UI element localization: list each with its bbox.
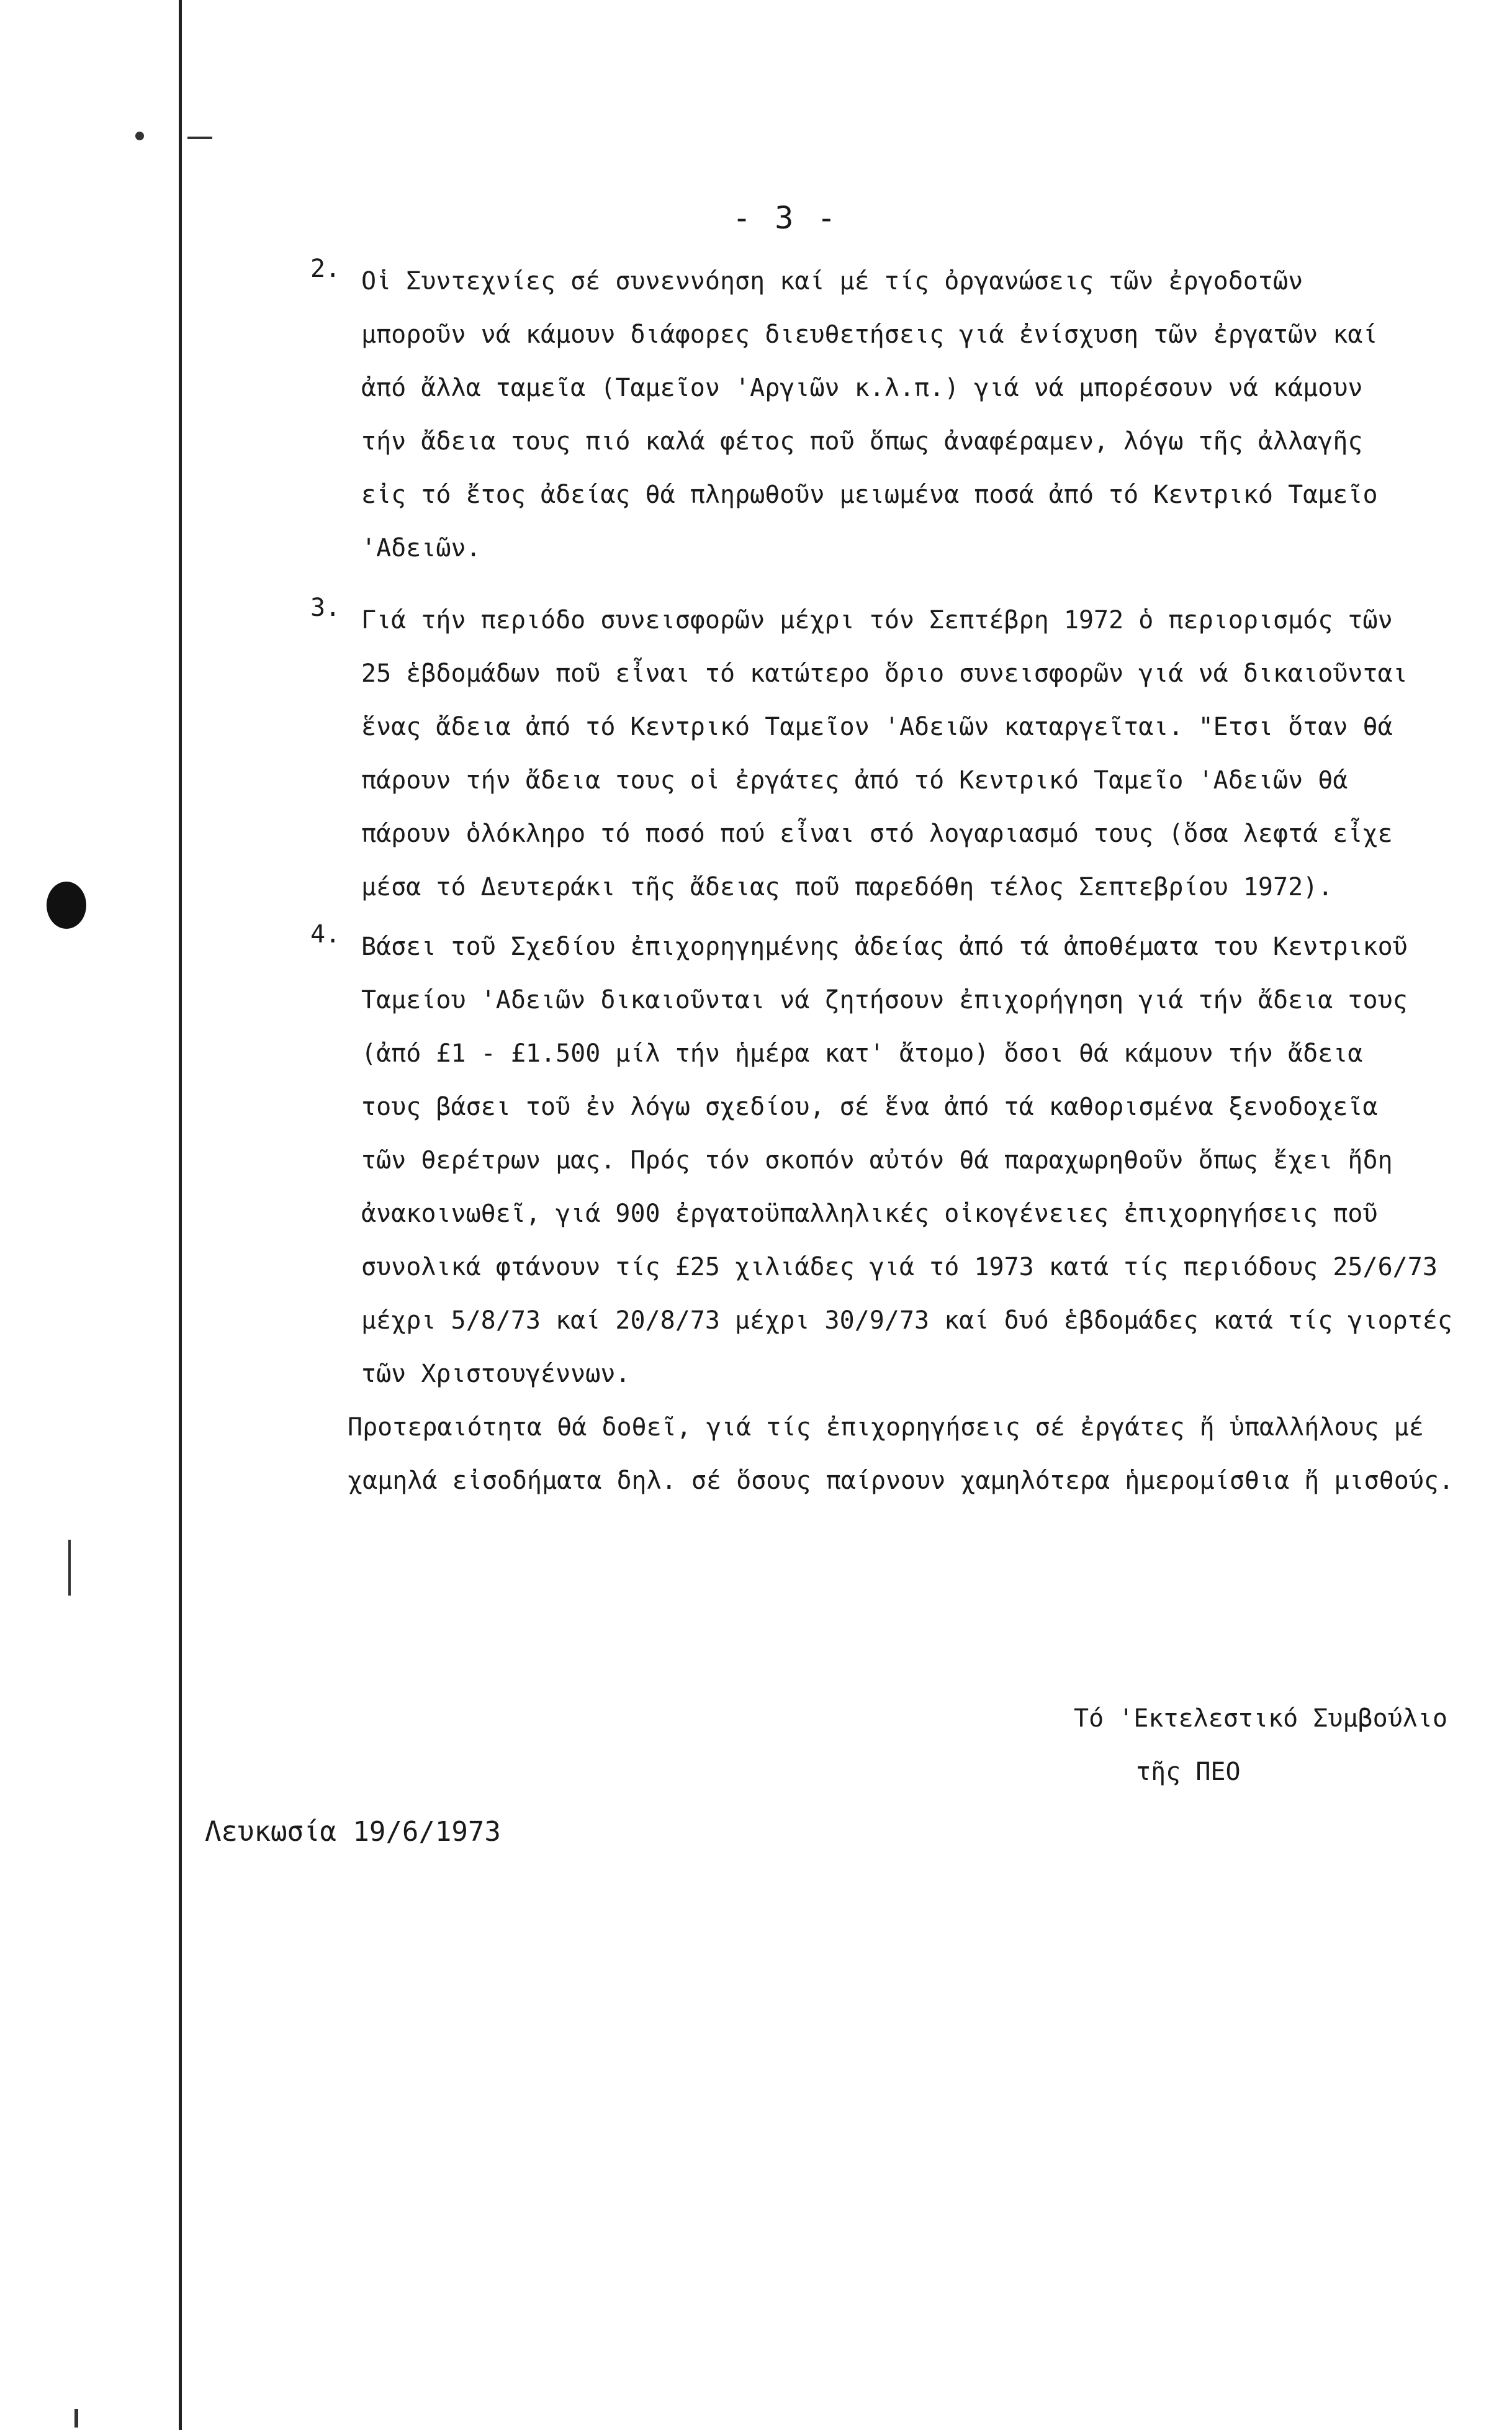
text-line: τους βάσει τοῦ ἐν λόγω σχεδίου, σέ ἕνα ἀπό τά καθορισμένα ξενοδοχεῖα (361, 1093, 1378, 1121)
body-text (310, 255, 1490, 1507)
text-line: ἕνας ἄδεια ἀπό τό Κεντρικό Ταμεῖον 'Αδειῶν καταργεῖται. "Ετσι ὅταν θά (361, 713, 1393, 741)
text-line: (ἀπό £1 - £1.500 μίλ τήν ἡμέρα κατ' ἄτομο) ὅσοι θά κάμουν τήν ἄδεια (361, 1039, 1363, 1068)
paragraph-number: 3. (310, 594, 341, 622)
text-line: μέχρι 5/8/73 καί 20/8/73 μέχρι 30/9/73 καί δυό ἑβδομάδες κατά τίς γιορτές (361, 1306, 1452, 1335)
signature-line: τῆς ΠΕΟ (1136, 1758, 1241, 1786)
text-line: εἰς τό ἔτος ἀδείας θά πληρωθοῦν μειωμένα ποσά ἀπό τό Κεντρικό Ταμεῖο (361, 481, 1378, 509)
text-line: 'Αδειῶν. (361, 534, 481, 562)
text-line: συνολικά φτάνουν τίς £25 χιλιάδες γιά τό 1973 κατά τίς περιόδους 25/6/73 (361, 1253, 1438, 1281)
signature-block (1074, 1692, 1447, 1799)
text-line: 25 ἑβδομάδων ποῦ εἶναι τό κατώτερο ὅριο συνεισφορῶν γιά νά δικαιοῦνται (361, 659, 1408, 688)
scan-speck (187, 137, 212, 139)
scan-speck (135, 132, 144, 140)
text-line: Προτεραιότητα θά δοθεῖ, γιά τίς ἐπιχορηγήσεις σέ ἐργάτες ἤ ὑπαλλήλους μέ (348, 1413, 1424, 1442)
text-line: Ταμείου 'Αδειῶν δικαιοῦνται νά ζητήσουν ἐπιχορήγηση γιά τήν ἄδεια τους (361, 986, 1408, 1014)
punch-hole (47, 882, 86, 929)
text-line: χαμηλά εἰσοδήματα δηλ. σέ ὅσους παίρνουν χαμηλότερα ἡμερομίσθια ἤ μισθούς. (348, 1466, 1454, 1495)
signature-line: Τό 'Εκτελεστικό Συμβούλιο (1074, 1704, 1448, 1733)
paragraph-4 (310, 920, 1490, 1401)
text-line: πάρουν τήν ἄδεια τους οἱ ἐργάτες ἀπό τό Κεντρικό Ταμεῖο 'Αδειῶν θά (361, 766, 1348, 795)
text-line: μέσα τό Δευτεράκι τῆς ἄδειας ποῦ παρεδόθη τέλος Σεπτεβρίου 1972). (361, 873, 1333, 901)
text-line: Οἱ Συντεχνίες σέ συνεννόηση καί μέ τίς ὀργανώσεις τῶν ἐργοδοτῶν (361, 267, 1303, 296)
paragraph-number: 4. (310, 920, 341, 949)
document-date: Λευκωσία 19/6/1973 (205, 1816, 501, 1848)
text-line: Γιά τήν περιόδο συνεισφορῶν μέχρι τόν Σεπτέβρη 1972 ὁ περιορισμός τῶν (361, 606, 1393, 635)
page-number: - 3 - (732, 200, 839, 236)
text-line: τῶν Χριστουγέννων. (361, 1360, 631, 1388)
text-line: ἀνακοινωθεῖ, γιά 900 ἐργατοϋπαλληλικές οἰκογένειες ἐπιχορηγήσεις ποῦ (361, 1199, 1378, 1228)
scan-speck (68, 1540, 71, 1596)
text-line: πάρουν ὁλόκληρο τό ποσό πού εἶναι στό λογαριασμό τους (ὅσα λεφτά εἶχε (361, 820, 1393, 848)
priority-paragraph (310, 1401, 1490, 1507)
text-line: τήν ἄδεια τους πιό καλά φέτος ποῦ ὅπως ἀναφέραμεν, λόγω τῆς ἀλλαγῆς (361, 427, 1363, 456)
text-line: ἀπό ἄλλα ταμεῖα (Ταμεῖον 'Αργιῶν κ.λ.π.) γιά νά μπορέσουν νά κάμουν (361, 374, 1363, 402)
paragraph-number: 2. (310, 255, 341, 283)
paragraph-3 (310, 594, 1490, 914)
text-line: μποροῦν νά κάμουν διάφορες διευθετήσεις γιά ἐνίσχυση τῶν ἐργατῶν καί (361, 320, 1378, 349)
text-line: Βάσει τοῦ Σχεδίου ἐπιχορηγημένης ἀδείας ἀπό τά ἀποθέματα του Κεντρικοῦ (361, 933, 1408, 961)
binding-line (179, 0, 182, 2430)
paragraph-2 (310, 255, 1490, 575)
scan-speck (74, 2409, 78, 2428)
text-line: τῶν θερέτρων μας. Πρός τόν σκοπόν αὐτόν θά παραχωρηθοῦν ὅπως ἔχει ἤδη (361, 1146, 1393, 1175)
